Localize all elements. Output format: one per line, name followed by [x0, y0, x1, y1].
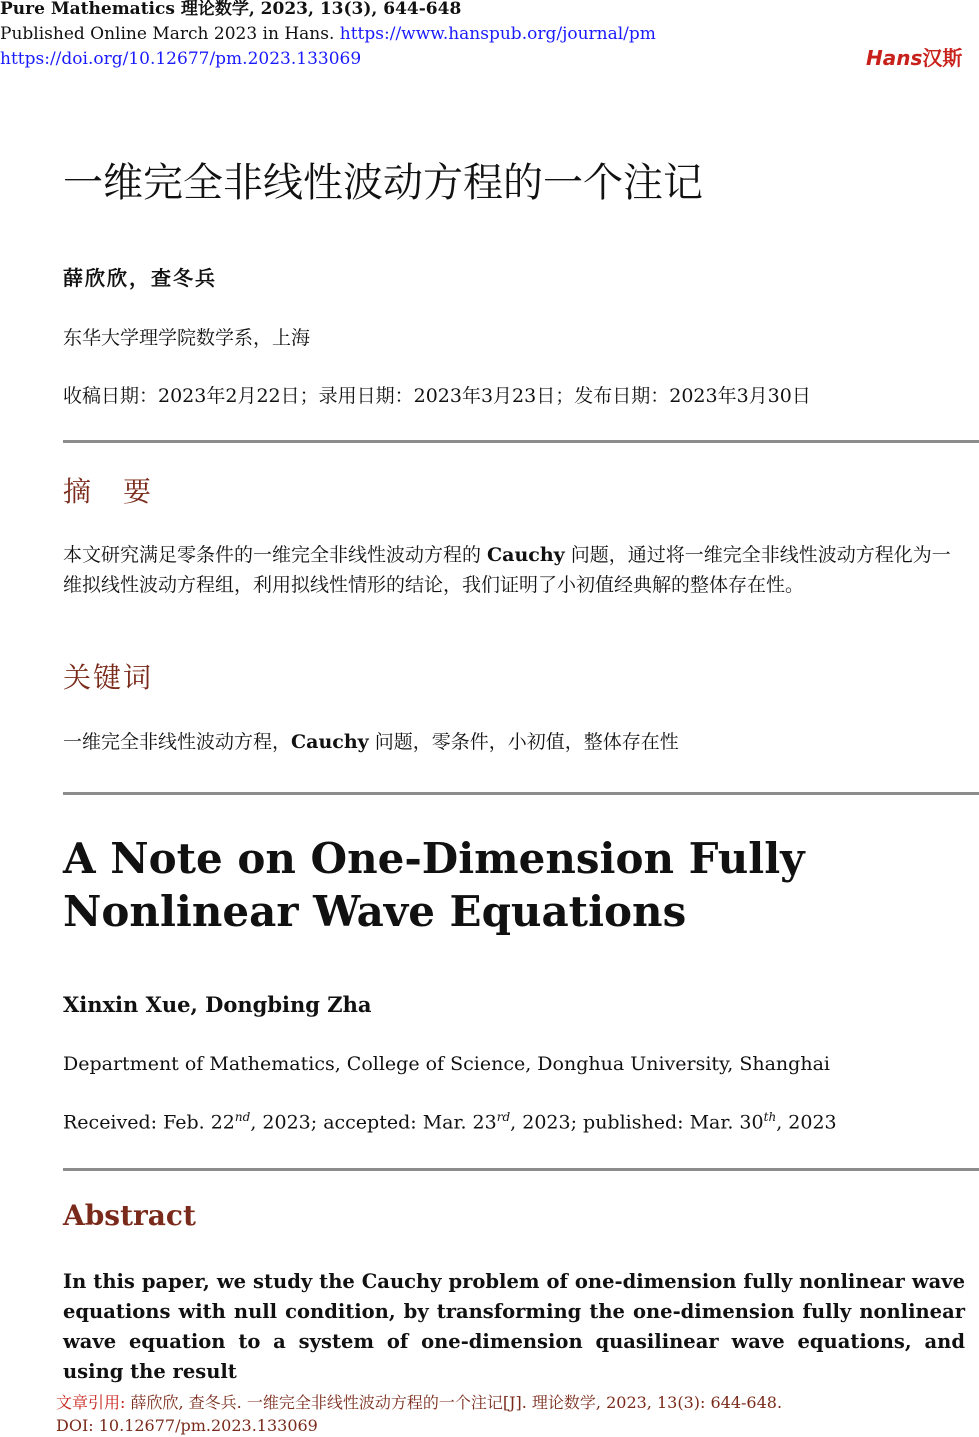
cn-abstract-post: 问题，通过将一维完全非线性波动方程化为一维拟线性波动方程组，利用拟线性情形的结论，我们证明了小初值经典解的整体存在性。	[63, 544, 951, 596]
divider-rule	[63, 1168, 979, 1171]
accepted-text: , 2023; accepted: Mar. 23	[250, 1111, 497, 1134]
doi-url-link[interactable]: https://doi.org/10.12677/pm.2023.133069	[0, 49, 362, 69]
accepted-sup: rd	[496, 1110, 511, 1124]
cn-abstract-body	[63, 540, 965, 600]
published-date-text: , 2023; published: Mar. 30	[510, 1111, 764, 1134]
en-abstract-body: In this paper, we study the Cauchy problem of one-dimension fully nonlinear wave equations with null condition, by transforming the one-dimension fully nonlinear wave equation to a system of one-dimension quasilinear wave equations, and using the result	[63, 1270, 965, 1383]
divider-rule	[63, 792, 979, 795]
en-title: A Note on One-Dimension Fully Nonlinear Wave Equations	[63, 834, 805, 936]
hans-logo	[866, 42, 962, 71]
cn-keywords-post: 问题，零条件，小初值，整体存在性	[368, 731, 679, 753]
cn-abstract-pre: 本文研究满足零条件的一维完全非线性波动方程的	[63, 544, 488, 566]
journal-url-link[interactable]: https://www.hanspub.org/journal/pm	[339, 24, 656, 44]
cn-affiliation: 东华大学理学院数学系，上海	[63, 327, 311, 349]
en-affiliation: Department of Mathematics, College of Science, Donghua University, Shanghai	[63, 1053, 830, 1075]
en-dates	[63, 1110, 837, 1133]
en-abstract-heading: Abstract	[63, 1199, 196, 1232]
cite-label: 文章引用:	[56, 1393, 126, 1412]
published-line	[0, 22, 656, 47]
cite-text: 薛欣欣, 查冬兵. 一维完全非线性波动方程的一个注记[J]. 理论数学, 2023, 13(3): 644-648.	[125, 1393, 783, 1412]
cn-keywords-heading: 关键词	[63, 661, 154, 694]
cn-title: 一维完全非线性波动方程的一个注记	[63, 160, 703, 206]
citation-line	[56, 1391, 782, 1414]
cn-keywords-pre: 一维完全非线性波动方程，	[63, 731, 292, 753]
received-text: Received: Feb. 22	[63, 1111, 235, 1134]
published-text: Published Online March 2023 in Hans.	[0, 24, 335, 44]
year-tail: , 2023	[776, 1111, 837, 1134]
published-sup: th	[763, 1110, 777, 1124]
citation-doi: DOI: 10.12677/pm.2023.133069	[56, 1416, 318, 1435]
cn-keywords-body	[63, 727, 965, 757]
en-authors: Xinxin Xue, Dongbing Zha	[63, 992, 372, 1017]
divider-rule	[63, 440, 979, 443]
cn-dates: 收稿日期：2023年2月22日；录用日期：2023年3月23日；发布日期：2023年3月30日	[63, 385, 811, 407]
citation-footer	[56, 1391, 782, 1437]
cn-abstract-cauchy: Cauchy	[487, 544, 565, 566]
logo-latin: Hans	[866, 46, 923, 70]
journal-line: Pure Mathematics 理论数学, 2023, 13(3), 644-648	[0, 0, 462, 19]
cn-keywords-cauchy: Cauchy	[291, 731, 369, 753]
cn-authors: 薛欣欣，查冬兵	[63, 266, 217, 290]
received-sup: nd	[234, 1110, 251, 1124]
logo-cn: 汉斯	[922, 46, 963, 70]
cn-abstract-heading: 摘 要	[63, 475, 154, 508]
